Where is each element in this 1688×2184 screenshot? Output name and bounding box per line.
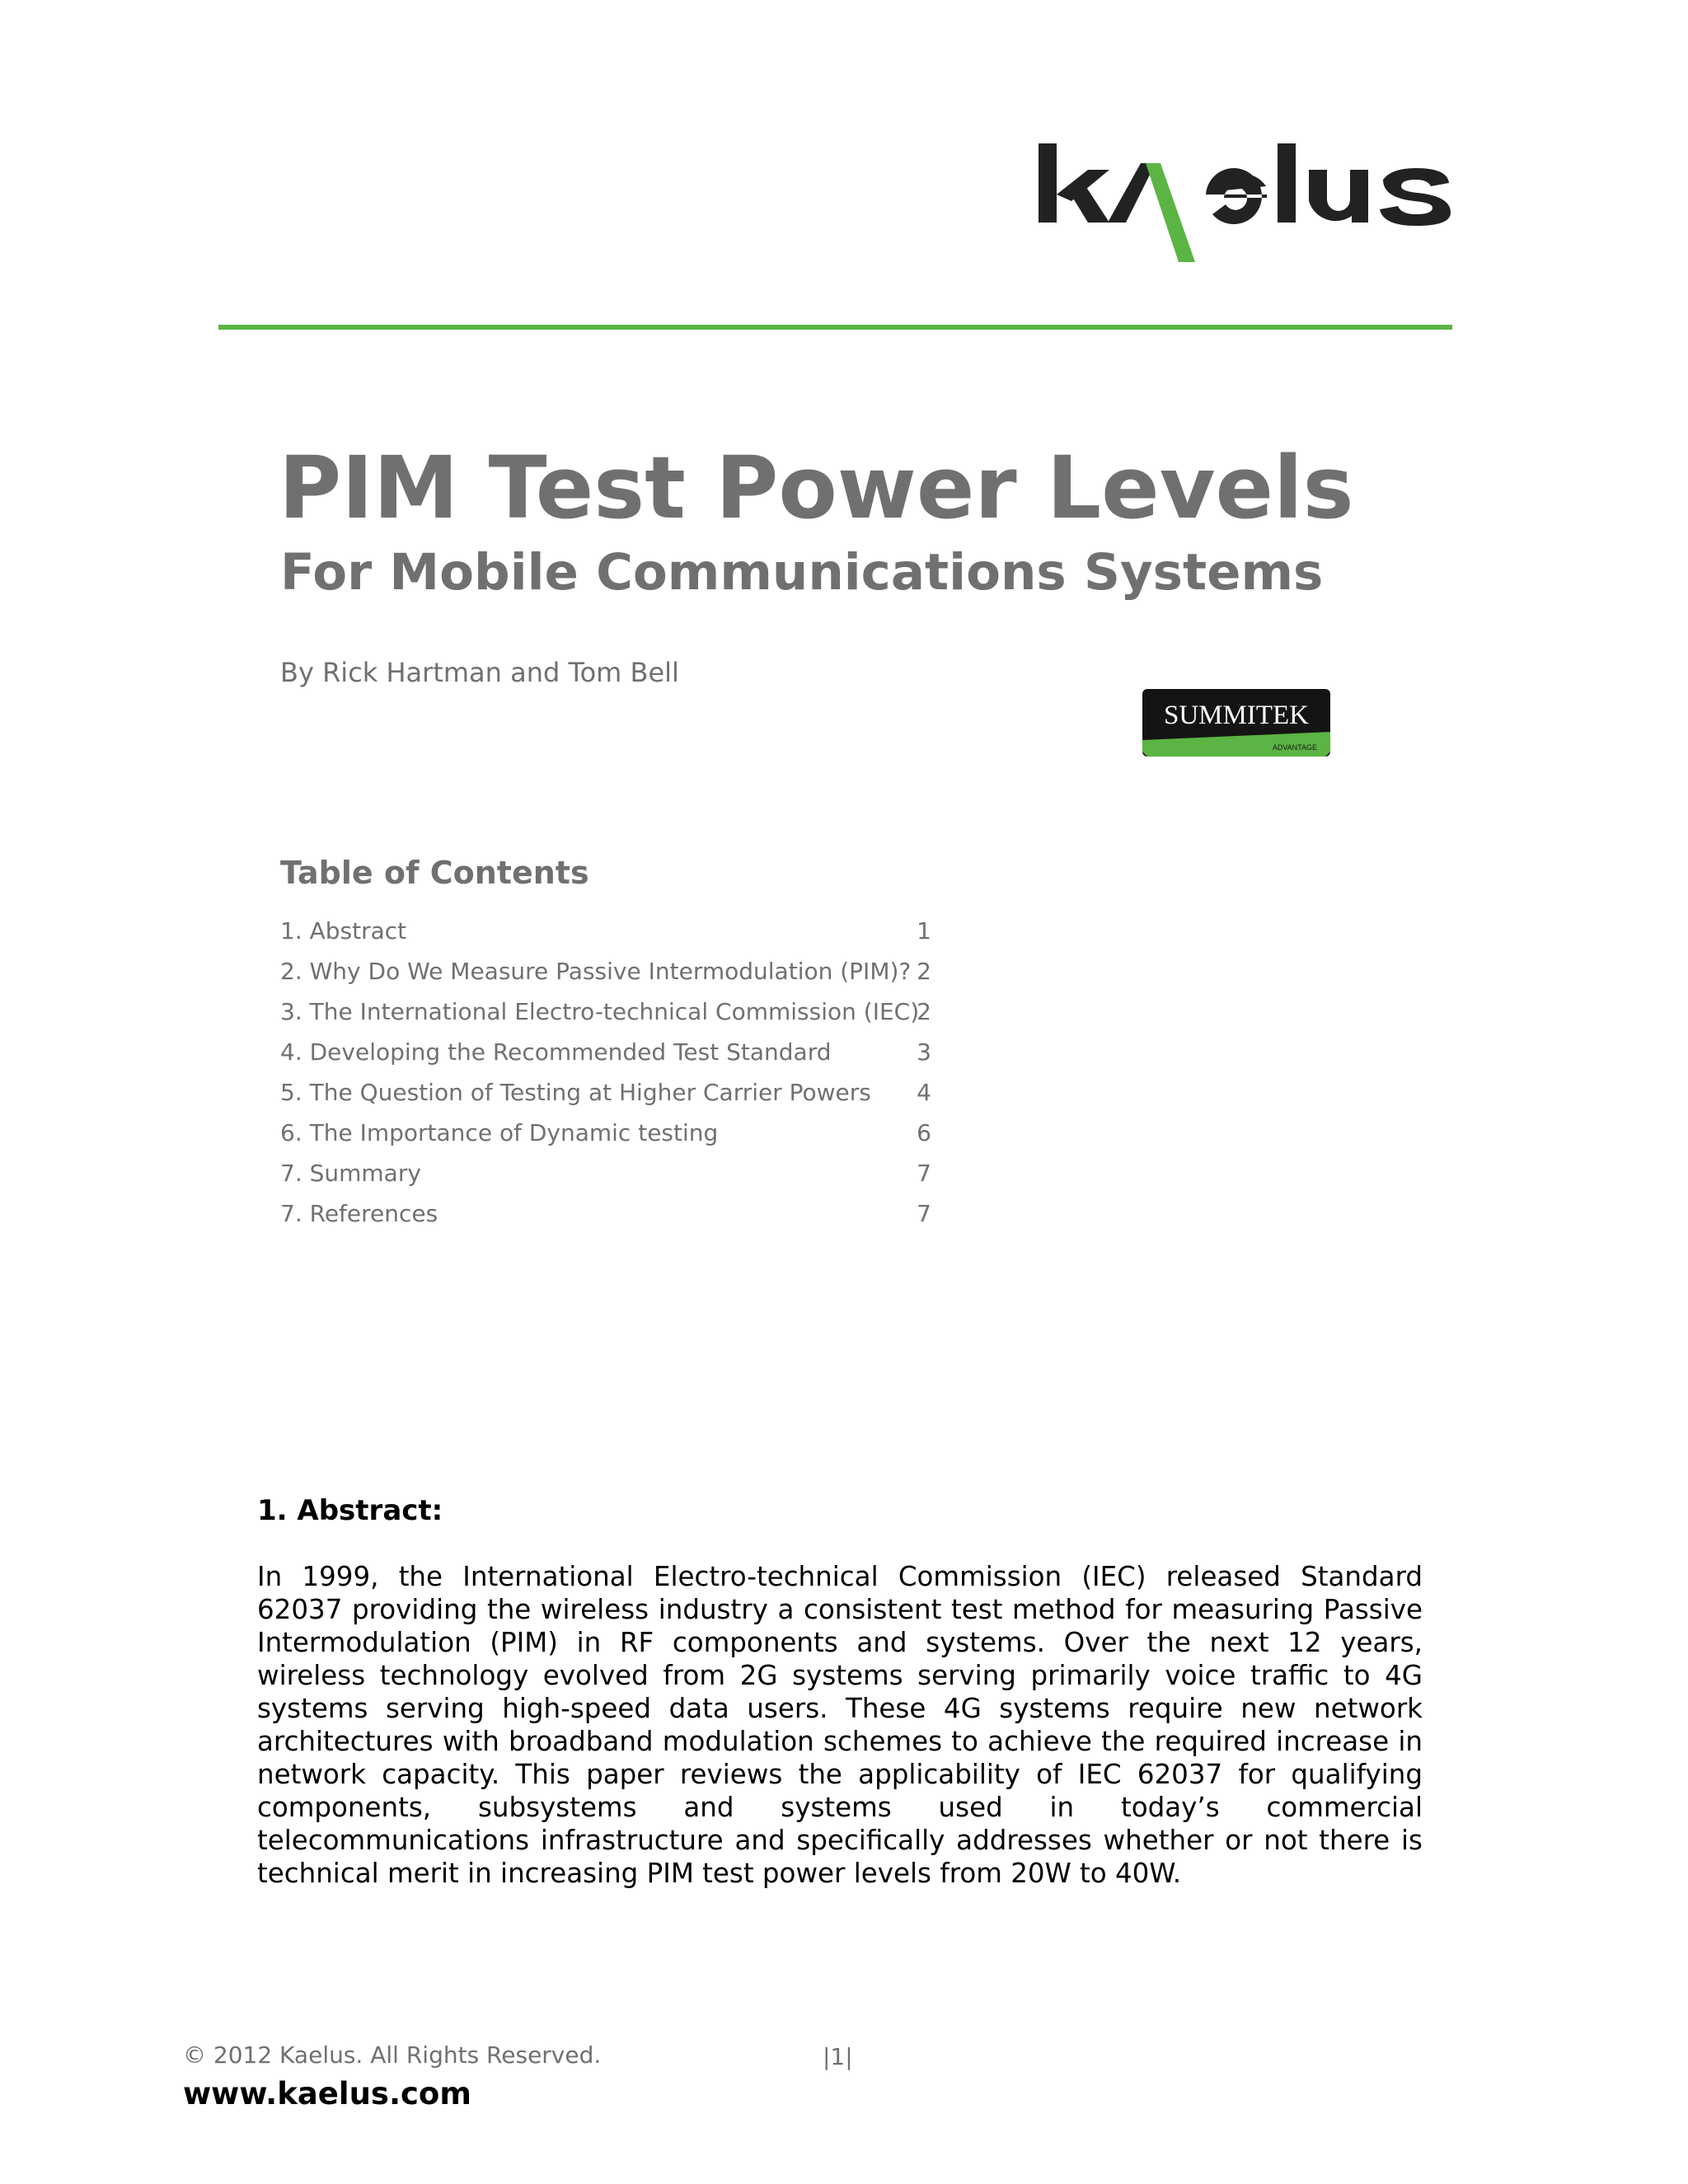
toc-item-page: 6 [917, 1119, 931, 1146]
toc-item-label: 5. The Question of Testing at Higher Carrier Powers [280, 1079, 871, 1106]
footer-page-number: |1| [823, 2043, 853, 2070]
toc-item-label: 6. The Importance of Dynamic testing [280, 1119, 719, 1146]
toc-item-abstract[interactable] [280, 917, 931, 960]
toc-item-why-measure-pim[interactable] [280, 960, 931, 1001]
toc-item-page: 3 [917, 1038, 931, 1066]
header-divider [218, 325, 1452, 330]
footer-website-link[interactable]: www.kaelus.com [183, 2076, 471, 2111]
kaelus-logo [1037, 132, 1465, 272]
toc-item-page: 2 [917, 958, 931, 985]
toc-item-page: 1 [917, 917, 931, 944]
svg-text:ADVANTAGE: ADVANTAGE [1272, 743, 1317, 752]
table-of-contents [280, 917, 931, 1243]
toc-item-summary[interactable] [280, 1162, 931, 1202]
toc-item-label: 3. The International Electro-technical Commission (IEC) [280, 998, 920, 1025]
toc-item-page: 4 [917, 1079, 931, 1106]
abstract-body: In 1999, the International Electro-technical Commission (IEC) released Standard 62037 providing the wireless industry a consistent test method for measuring Passive Intermodulation (PIM) in RF components and systems. Over the next 12 years, wireless technology evolved from 2G systems serving primarily voice traffic to 4G systems serving high-speed data users. These 4G systems require new network architectures with broadband modulation schemes to achieve the required increase in network capacity. This paper reviews the applicability of IEC 62037 for qualifying components, subsystems and systems used in today’s commercial telecommunications infrastructure and specifically addresses whether or not there is technical merit in increasing PIM test power levels from 20W to 40W. [257, 1561, 1423, 1889]
toc-item-page: 7 [917, 1200, 931, 1227]
abstract-heading: 1. Abstract: [257, 1494, 443, 1527]
summitek-logo [1142, 689, 1330, 757]
toc-item-label: 4. Developing the Recommended Test Standard [280, 1038, 832, 1066]
toc-heading: Table of Contents [280, 855, 589, 891]
toc-item-label: 7. Summary [280, 1160, 421, 1187]
toc-item-higher-carrier-powers[interactable] [280, 1081, 931, 1122]
toc-item-label: 7. References [280, 1200, 438, 1227]
toc-item-test-standard[interactable] [280, 1038, 931, 1081]
toc-item-dynamic-testing[interactable] [280, 1119, 931, 1162]
document-title: PIM Test Power Levels [279, 438, 1354, 538]
toc-item-page: 2 [917, 998, 931, 1025]
footer-copyright: © 2012 Kaelus. All Rights Reserved. [183, 2041, 602, 2069]
toc-item-references[interactable] [280, 1202, 931, 1243]
toc-item-label: 1. Abstract [280, 917, 407, 944]
svg-text:SUMMITEK: SUMMITEK [1163, 701, 1310, 730]
toc-item-label: 2. Why Do We Measure Passive Intermodulation (PIM)? [280, 958, 912, 985]
document-subtitle: For Mobile Communications Systems [280, 543, 1324, 602]
toc-item-page: 7 [917, 1160, 931, 1187]
toc-item-iec[interactable] [280, 998, 931, 1041]
byline: By Rick Hartman and Tom Bell [280, 657, 679, 688]
